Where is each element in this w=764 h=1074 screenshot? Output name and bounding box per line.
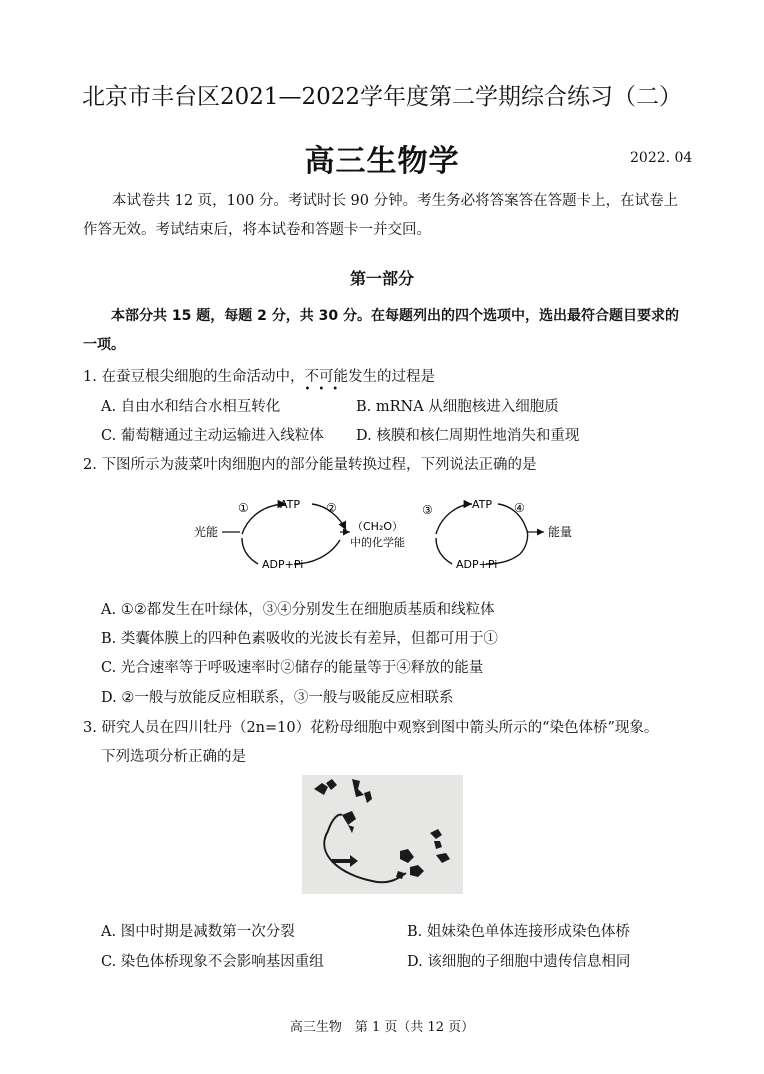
cycle-left-bottom-left (242, 538, 258, 564)
question-2-option-a[interactable]: A. ①②都发生在叶绿体，③④分别发生在细胞质基质和线粒体 (101, 602, 495, 618)
question-2-option-c[interactable]: C. 光合速率等于呼吸速率时②储存的能量等于④释放的能量 (101, 660, 484, 676)
energy-conversion-diagram (190, 492, 580, 572)
section-description: 本部分共 15 题，每题 2 分，共 30 分。在每题列出的四个选项中，选出最符合题目要求的一项。 (83, 308, 679, 353)
exam-date: 2022. 04 (630, 150, 693, 166)
question-3-option-a[interactable]: A. 图中时期是减数第一次分裂 (101, 924, 295, 940)
question-3-option-b[interactable]: B. 姐妹染色单体连接形成染色体桥 (407, 924, 630, 940)
exam-title: 北京市丰台区2021—2022学年度第二学期综合练习（二） (81, 84, 683, 110)
adp-label-right: ADP+Pi (456, 558, 498, 571)
question-3-option-c[interactable]: C. 染色体桥现象不会影响基因重组 (101, 954, 324, 970)
question-2-option-b[interactable]: B. 类囊体膜上的四种色素吸收的光波长有差异，但都可用于① (101, 631, 498, 647)
question-3-option-d[interactable]: D. 该细胞的子细胞中遗传信息相同 (407, 954, 631, 970)
micrograph-drawing (302, 775, 463, 894)
section-title: 第一部分 (349, 269, 414, 288)
label-2: ② (326, 501, 337, 515)
adp-label-left: ADP+Pi (262, 558, 304, 571)
question-1-option-d[interactable]: D. 核膜和核仁周期性地消失和重现 (356, 428, 580, 444)
subject-title: 高三生物学 (304, 144, 460, 179)
question-3-stem-line2: 下列选项分析正确的是 (101, 749, 246, 765)
arrow-3 (436, 504, 472, 534)
question-1-option-b[interactable]: B. mRNA 从细胞核进入细胞质 (356, 399, 559, 415)
question-2-stem: 2. 下图所示为菠菜叶肉细胞内的部分能量转换过程，下列说法正确的是 (83, 457, 537, 473)
ch2o-label: （CH₂O） (352, 520, 404, 533)
label-4: ④ (514, 501, 525, 515)
question-1-option-a[interactable]: A. 自由水和结合水相互转化 (101, 399, 281, 415)
question-1-stem-before: 1. 在蚕豆根尖细胞的生命活动中， (83, 369, 305, 385)
atp-label-right: ATP (472, 498, 493, 511)
chemical-energy-label: 中的化学能 (350, 536, 405, 549)
question-2-option-d[interactable]: D. ②一般与放能反应相联系，③一般与吸能反应相联系 (101, 690, 454, 706)
cycle-right-left (436, 538, 452, 564)
page-footer: 高三生物 第 1 页（共 12 页） (289, 1020, 475, 1035)
label-3: ③ (422, 503, 433, 517)
question-1-stem (83, 365, 435, 395)
energy-label: 能量 (548, 525, 573, 539)
chromosome-bridge-micrograph (302, 775, 463, 894)
question-1-emphasis: 不可能 ••• (304, 369, 348, 395)
light-energy-label: 光能 (194, 525, 219, 539)
instructions: 本试卷共 12 页，100 分。考试时长 90 分钟。考生务必将答案答在答题卡上，在试卷上作答无效。考试结束后，将本试卷和答题卡一并交回。 (83, 193, 679, 238)
question-1-stem-after: 发生的过程是 (347, 369, 435, 385)
question-3-stem-line1: 3. 研究人员在四川牡丹（2n=10）花粉母细胞中观察到图中箭头所示的“染色体桥”现象。 (83, 720, 659, 736)
label-1: ① (238, 501, 249, 515)
question-1-option-c[interactable]: C. 葡萄糖通过主动运输进入线粒体 (101, 428, 324, 444)
atp-label-left: ATP (280, 498, 301, 511)
arrow-4-bottom (520, 528, 528, 554)
